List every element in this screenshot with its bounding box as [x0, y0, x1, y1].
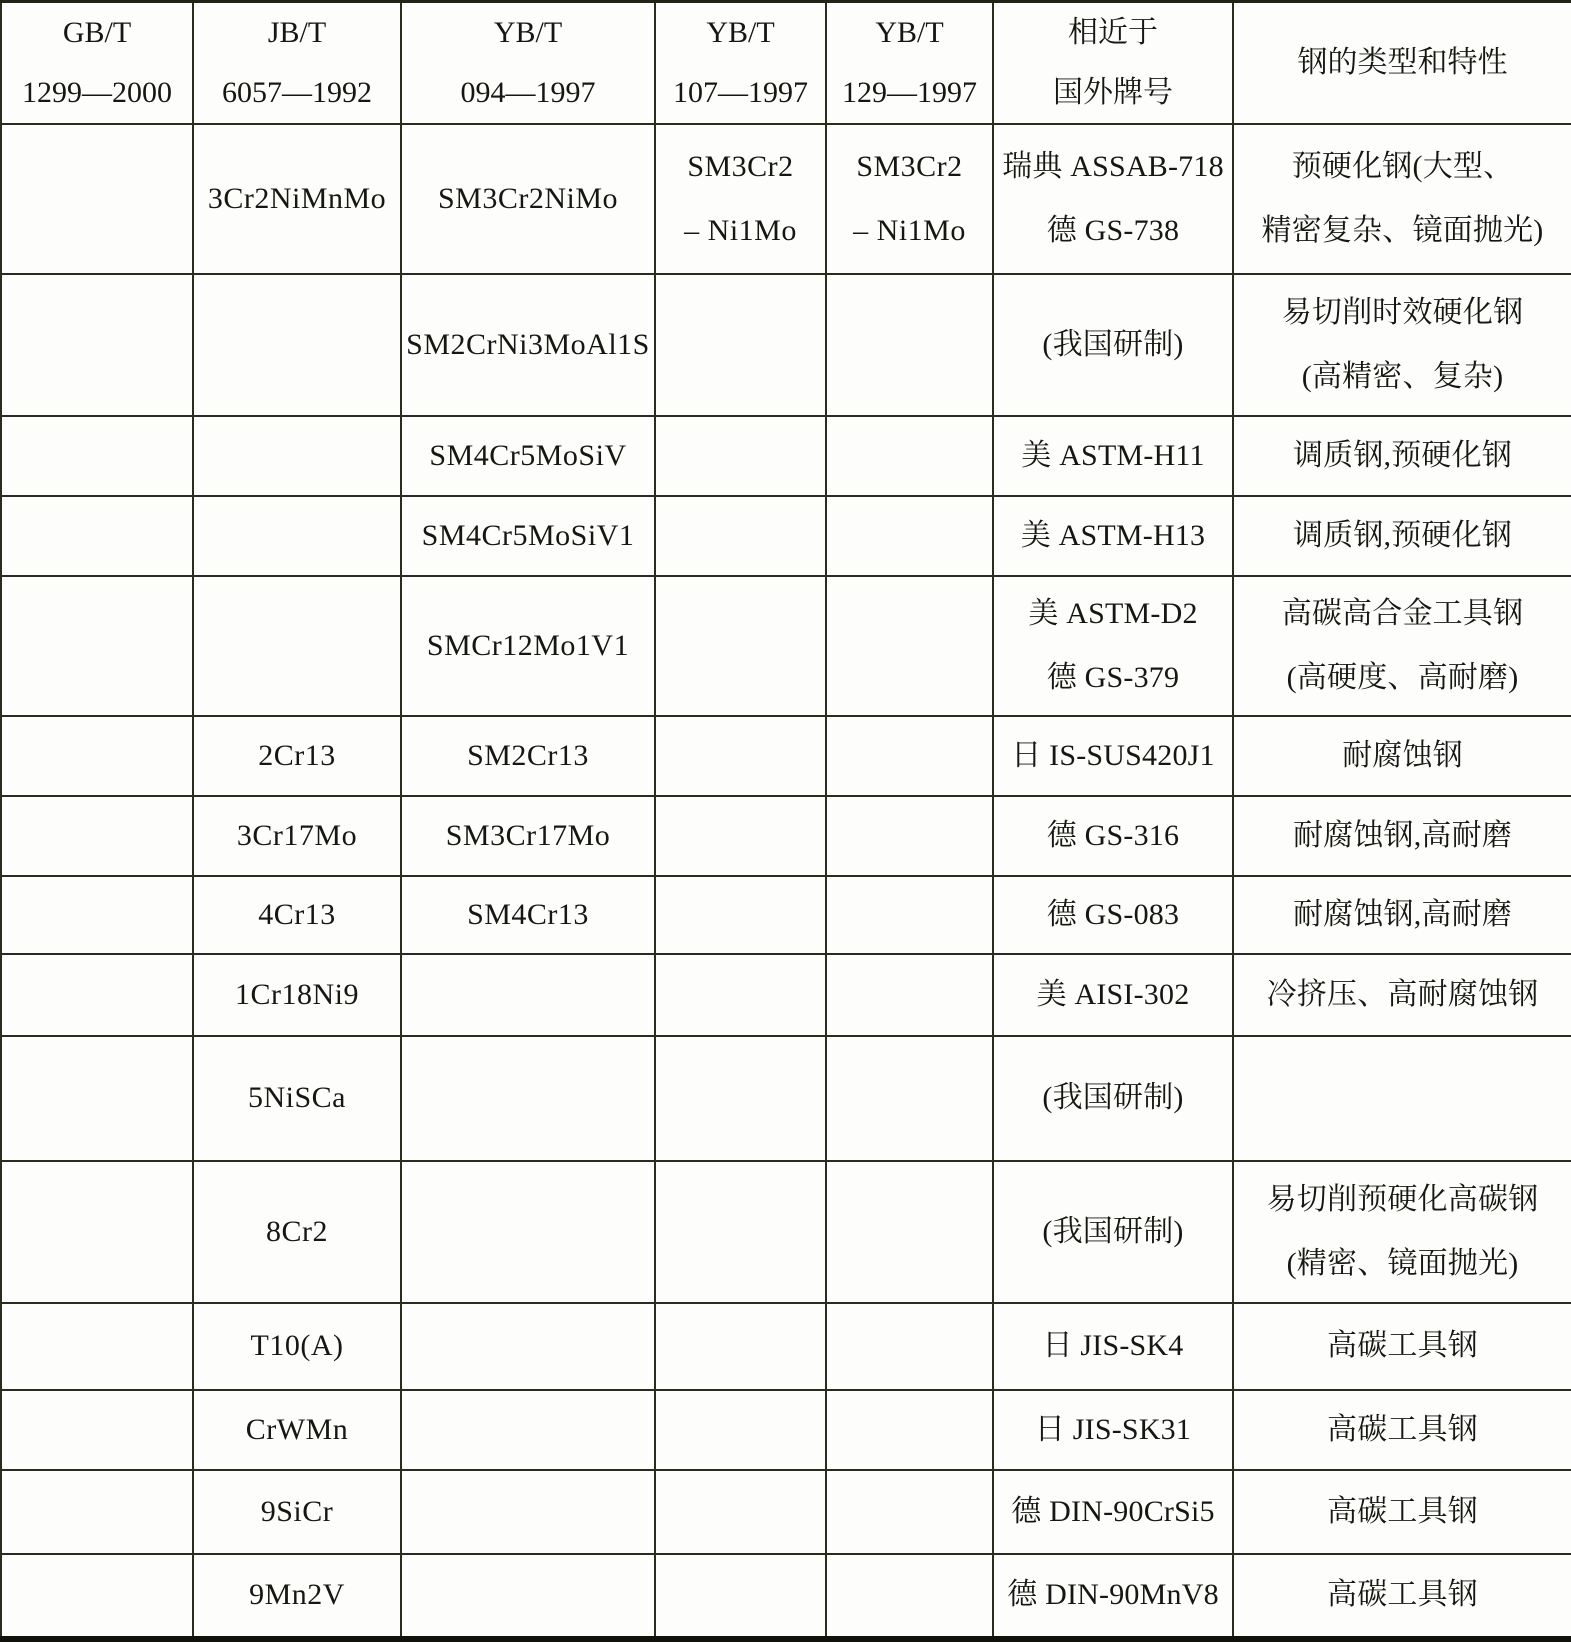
table-cell — [193, 716, 401, 796]
table-row — [1, 274, 1571, 416]
table-cell — [826, 274, 993, 416]
table-cell — [1, 1470, 193, 1554]
table-cell — [993, 496, 1233, 576]
table-cell-line: 3Cr2NiMnMo — [207, 181, 387, 215]
header-cell-col4 — [655, 2, 826, 125]
table-cell-line: 1Cr18Ni9 — [235, 977, 359, 1011]
table-cell-line: 预硬化钢(大型、 — [1291, 149, 1514, 183]
header-cell-col7 — [1233, 2, 1571, 125]
table-cell-line: 2Cr13 — [258, 738, 336, 772]
table-cell-line: 德 GS-738 — [1046, 214, 1180, 247]
table-cell — [655, 124, 826, 274]
table-cell — [1233, 1161, 1571, 1303]
header-cell-line: 钢的类型和特性 — [1297, 46, 1508, 79]
table-cell-line: 高碳工具钢 — [1327, 1329, 1478, 1363]
table-cell-line: 德 GS-083 — [1046, 897, 1180, 931]
table-cell-line: SM4Cr13 — [467, 897, 589, 931]
table-cell — [1, 796, 193, 876]
table-cell — [826, 416, 993, 496]
table-cell — [993, 274, 1233, 416]
table-row — [1, 1036, 1571, 1161]
table-cell — [826, 1554, 993, 1640]
table-cell-line: (我国研制) — [1042, 327, 1184, 361]
table-cell — [826, 716, 993, 796]
table-cell-line: SMCr12Mo1V1 — [426, 628, 630, 662]
header-cell-line: YB/T — [875, 16, 944, 49]
table-cell-line: SM2CrNi3MoAl1S — [406, 327, 650, 361]
table-cell — [193, 876, 401, 954]
header-row — [1, 2, 1571, 125]
table-cell — [655, 1161, 826, 1303]
table-cell — [401, 796, 655, 876]
table-cell — [993, 876, 1233, 954]
table-cell — [826, 576, 993, 716]
table-cell-line: 5NiSCa — [247, 1081, 346, 1115]
table-cell — [826, 1470, 993, 1554]
header-cell-line: 1299—2000 — [22, 76, 172, 109]
table-cell-line: 3Cr17Mo — [236, 818, 358, 852]
table-cell — [401, 716, 655, 796]
table-cell — [655, 1036, 826, 1161]
header-cell-col3 — [401, 2, 655, 125]
table-cell — [401, 576, 655, 716]
table-cell-line: 8Cr2 — [266, 1214, 328, 1248]
table-cell — [1233, 1303, 1571, 1390]
table-cell-line: (高精密、复杂) — [1301, 360, 1504, 393]
table-row — [1, 954, 1571, 1036]
header-cell-col5 — [826, 2, 993, 125]
table-cell — [826, 954, 993, 1036]
table-row — [1, 124, 1571, 274]
table-cell — [826, 124, 993, 274]
table-cell — [1233, 716, 1571, 796]
table-cell-line: 9SiCr — [260, 1494, 334, 1528]
table-cell — [401, 416, 655, 496]
table-cell — [401, 1554, 655, 1640]
table-cell — [826, 796, 993, 876]
table-cell — [401, 1303, 655, 1390]
table-row — [1, 416, 1571, 496]
table-cell — [655, 796, 826, 876]
table-cell-line: 美 ASTM-H13 — [1020, 518, 1206, 552]
table-cell — [401, 1390, 655, 1470]
table-cell-line: 瑞典 ASSAB-718 — [1002, 149, 1224, 183]
table-cell — [655, 416, 826, 496]
table-cell-line: 日 JIS-SK4 — [1042, 1329, 1184, 1363]
table-cell-line: 易切削时效硬化钢 — [1281, 295, 1524, 329]
table-cell-line: SM4Cr5MoSiV1 — [421, 518, 635, 552]
table-cell-line: SM4Cr5MoSiV — [429, 438, 627, 472]
table-cell — [193, 496, 401, 576]
table-cell — [993, 1554, 1233, 1640]
table-cell — [993, 1036, 1233, 1161]
table-cell — [1, 124, 193, 274]
table-cell — [993, 1303, 1233, 1390]
table-cell — [1233, 876, 1571, 954]
table-cell — [1, 1161, 193, 1303]
table-cell — [401, 1470, 655, 1554]
table-cell — [1, 576, 193, 716]
table-cell-line: SM3Cr2 — [856, 149, 963, 183]
table-cell — [655, 496, 826, 576]
table-cell — [193, 1390, 401, 1470]
header-cell-line: 129—1997 — [842, 76, 977, 109]
table-cell-line: CrWMn — [245, 1412, 349, 1446]
table-cell — [993, 124, 1233, 274]
table-row — [1, 1303, 1571, 1390]
table-cell-line: 易切削预硬化高碳钢 — [1266, 1182, 1539, 1216]
table-cell — [193, 124, 401, 274]
table-cell-line: 美 ASTM-H11 — [1021, 438, 1205, 472]
header-cell-line: 107—1997 — [673, 76, 808, 109]
table-row — [1, 876, 1571, 954]
table-body — [1, 124, 1571, 1640]
table-cell-line: 9Mn2V — [249, 1578, 345, 1611]
table-cell-line: 高碳工具钢 — [1327, 1412, 1478, 1446]
table-cell — [655, 1470, 826, 1554]
table-cell — [193, 1161, 401, 1303]
table-cell — [193, 416, 401, 496]
table-header — [1, 2, 1571, 125]
table-cell-line: SM2Cr13 — [467, 738, 589, 772]
table-row — [1, 1161, 1571, 1303]
table-cell — [993, 416, 1233, 496]
table-cell — [1233, 576, 1571, 716]
header-cell-line: 094—1997 — [460, 76, 596, 109]
header-cell-line: GB/T — [62, 16, 132, 49]
table-cell-line: 日 IS-SUS420J1 — [1011, 738, 1215, 772]
header-cell-col6 — [993, 2, 1233, 125]
table-cell — [993, 716, 1233, 796]
table-cell-line: T10(A) — [250, 1329, 344, 1363]
table-cell-line: 冷挤压、高耐腐蚀钢 — [1266, 977, 1539, 1011]
table-cell — [1233, 1470, 1571, 1554]
table-cell — [655, 274, 826, 416]
table-cell — [826, 1036, 993, 1161]
table-cell — [401, 876, 655, 954]
table-cell-line: (我国研制) — [1042, 1214, 1184, 1248]
header-cell-line: JB/T — [267, 16, 327, 49]
table-cell-line: – Ni1Mo — [853, 214, 966, 247]
table-cell — [993, 1470, 1233, 1554]
table-cell — [655, 1390, 826, 1470]
table-row — [1, 716, 1571, 796]
header-cell-line: 相近于 — [1068, 16, 1158, 49]
table-cell — [826, 1390, 993, 1470]
table-cell — [1, 1303, 193, 1390]
table-cell-line: 美 AISI-302 — [1036, 977, 1190, 1011]
table-cell — [1233, 274, 1571, 416]
table-cell — [1233, 1390, 1571, 1470]
table-cell-line: 德 GS-379 — [1046, 661, 1180, 694]
table-cell-line: 调质钢,预硬化钢 — [1292, 518, 1513, 552]
table-cell-line: 耐腐蚀钢 — [1342, 738, 1463, 772]
table-cell — [1233, 796, 1571, 876]
table-cell — [655, 1303, 826, 1390]
table-cell — [193, 576, 401, 716]
table-cell — [1, 1554, 193, 1640]
table-cell — [993, 1161, 1233, 1303]
table-cell — [401, 124, 655, 274]
table-row — [1, 576, 1571, 716]
table-cell — [193, 274, 401, 416]
table-cell — [1, 876, 193, 954]
table-cell-line: 耐腐蚀钢,高耐磨 — [1292, 897, 1513, 931]
table-cell — [1, 1036, 193, 1161]
table-cell-line: 高碳高合金工具钢 — [1281, 596, 1524, 630]
table-cell — [826, 1303, 993, 1390]
table-cell — [193, 1036, 401, 1161]
table-cell — [401, 954, 655, 1036]
header-cell-line: YB/T — [493, 16, 563, 49]
table-cell-line: (我国研制) — [1042, 1081, 1184, 1115]
table-row — [1, 1390, 1571, 1470]
table-cell — [826, 1161, 993, 1303]
table-cell-line: 日 JIS-SK31 — [1034, 1412, 1192, 1446]
header-cell-col2 — [193, 2, 401, 125]
table-cell-line: 高碳工具钢 — [1327, 1578, 1478, 1611]
table-row — [1, 1554, 1571, 1640]
table-cell — [655, 1554, 826, 1640]
header-cell-line: 6057—1992 — [222, 76, 372, 109]
table-cell — [1, 496, 193, 576]
table-cell — [193, 796, 401, 876]
table-row — [1, 496, 1571, 576]
table-cell — [1233, 124, 1571, 274]
table-cell-line: 调质钢,预硬化钢 — [1292, 438, 1513, 472]
table-row — [1, 796, 1571, 876]
table-cell — [1, 1390, 193, 1470]
table-cell-line: 精密复杂、镜面抛光) — [1261, 214, 1544, 247]
header-cell-line: 国外牌号 — [1053, 76, 1173, 109]
table-cell — [401, 274, 655, 416]
table-cell-line: 4Cr13 — [258, 897, 336, 931]
table-cell — [993, 954, 1233, 1036]
table-row — [1, 1470, 1571, 1554]
table-cell-line: (高硬度、高耐磨) — [1286, 661, 1519, 694]
table-cell — [993, 576, 1233, 716]
table-cell — [1, 274, 193, 416]
table-cell-line: 高碳工具钢 — [1327, 1494, 1478, 1528]
table-cell — [1, 716, 193, 796]
table-cell — [993, 1390, 1233, 1470]
table-cell — [193, 1470, 401, 1554]
table-cell — [401, 1161, 655, 1303]
table-cell-line: SM3Cr2NiMo — [437, 181, 619, 215]
table-cell — [993, 796, 1233, 876]
table-cell — [1233, 496, 1571, 576]
table-cell — [401, 1036, 655, 1161]
table-cell — [1, 954, 193, 1036]
table-cell — [655, 576, 826, 716]
header-cell-line: YB/T — [706, 16, 775, 49]
table-cell-line: 德 DIN-90CrSi5 — [1011, 1494, 1215, 1528]
table-cell-line: (精密、镜面抛光) — [1286, 1247, 1519, 1280]
table-cell — [1233, 416, 1571, 496]
table-cell — [1233, 954, 1571, 1036]
table-cell — [826, 876, 993, 954]
table-cell — [1233, 1036, 1571, 1161]
table-cell-line: SM3Cr17Mo — [445, 818, 611, 852]
table-cell — [401, 496, 655, 576]
table-cell-line: 德 DIN-90MnV8 — [1007, 1578, 1219, 1611]
table-cell — [193, 1303, 401, 1390]
header-cell-col1 — [1, 2, 193, 125]
table-cell — [655, 876, 826, 954]
table-cell — [1233, 1554, 1571, 1640]
table-cell-line: 德 GS-316 — [1046, 818, 1180, 852]
table-cell-line: 耐腐蚀钢,高耐磨 — [1292, 818, 1513, 852]
table-cell — [826, 496, 993, 576]
table-cell — [655, 954, 826, 1036]
table-cell — [655, 716, 826, 796]
table-cell — [193, 1554, 401, 1640]
table-cell-line: SM3Cr2 — [687, 149, 794, 183]
table-cell-line: 美 ASTM-D2 — [1028, 596, 1198, 630]
table-cell — [1, 416, 193, 496]
table-cell — [193, 954, 401, 1036]
table-cell-line: – Ni1Mo — [684, 214, 797, 247]
